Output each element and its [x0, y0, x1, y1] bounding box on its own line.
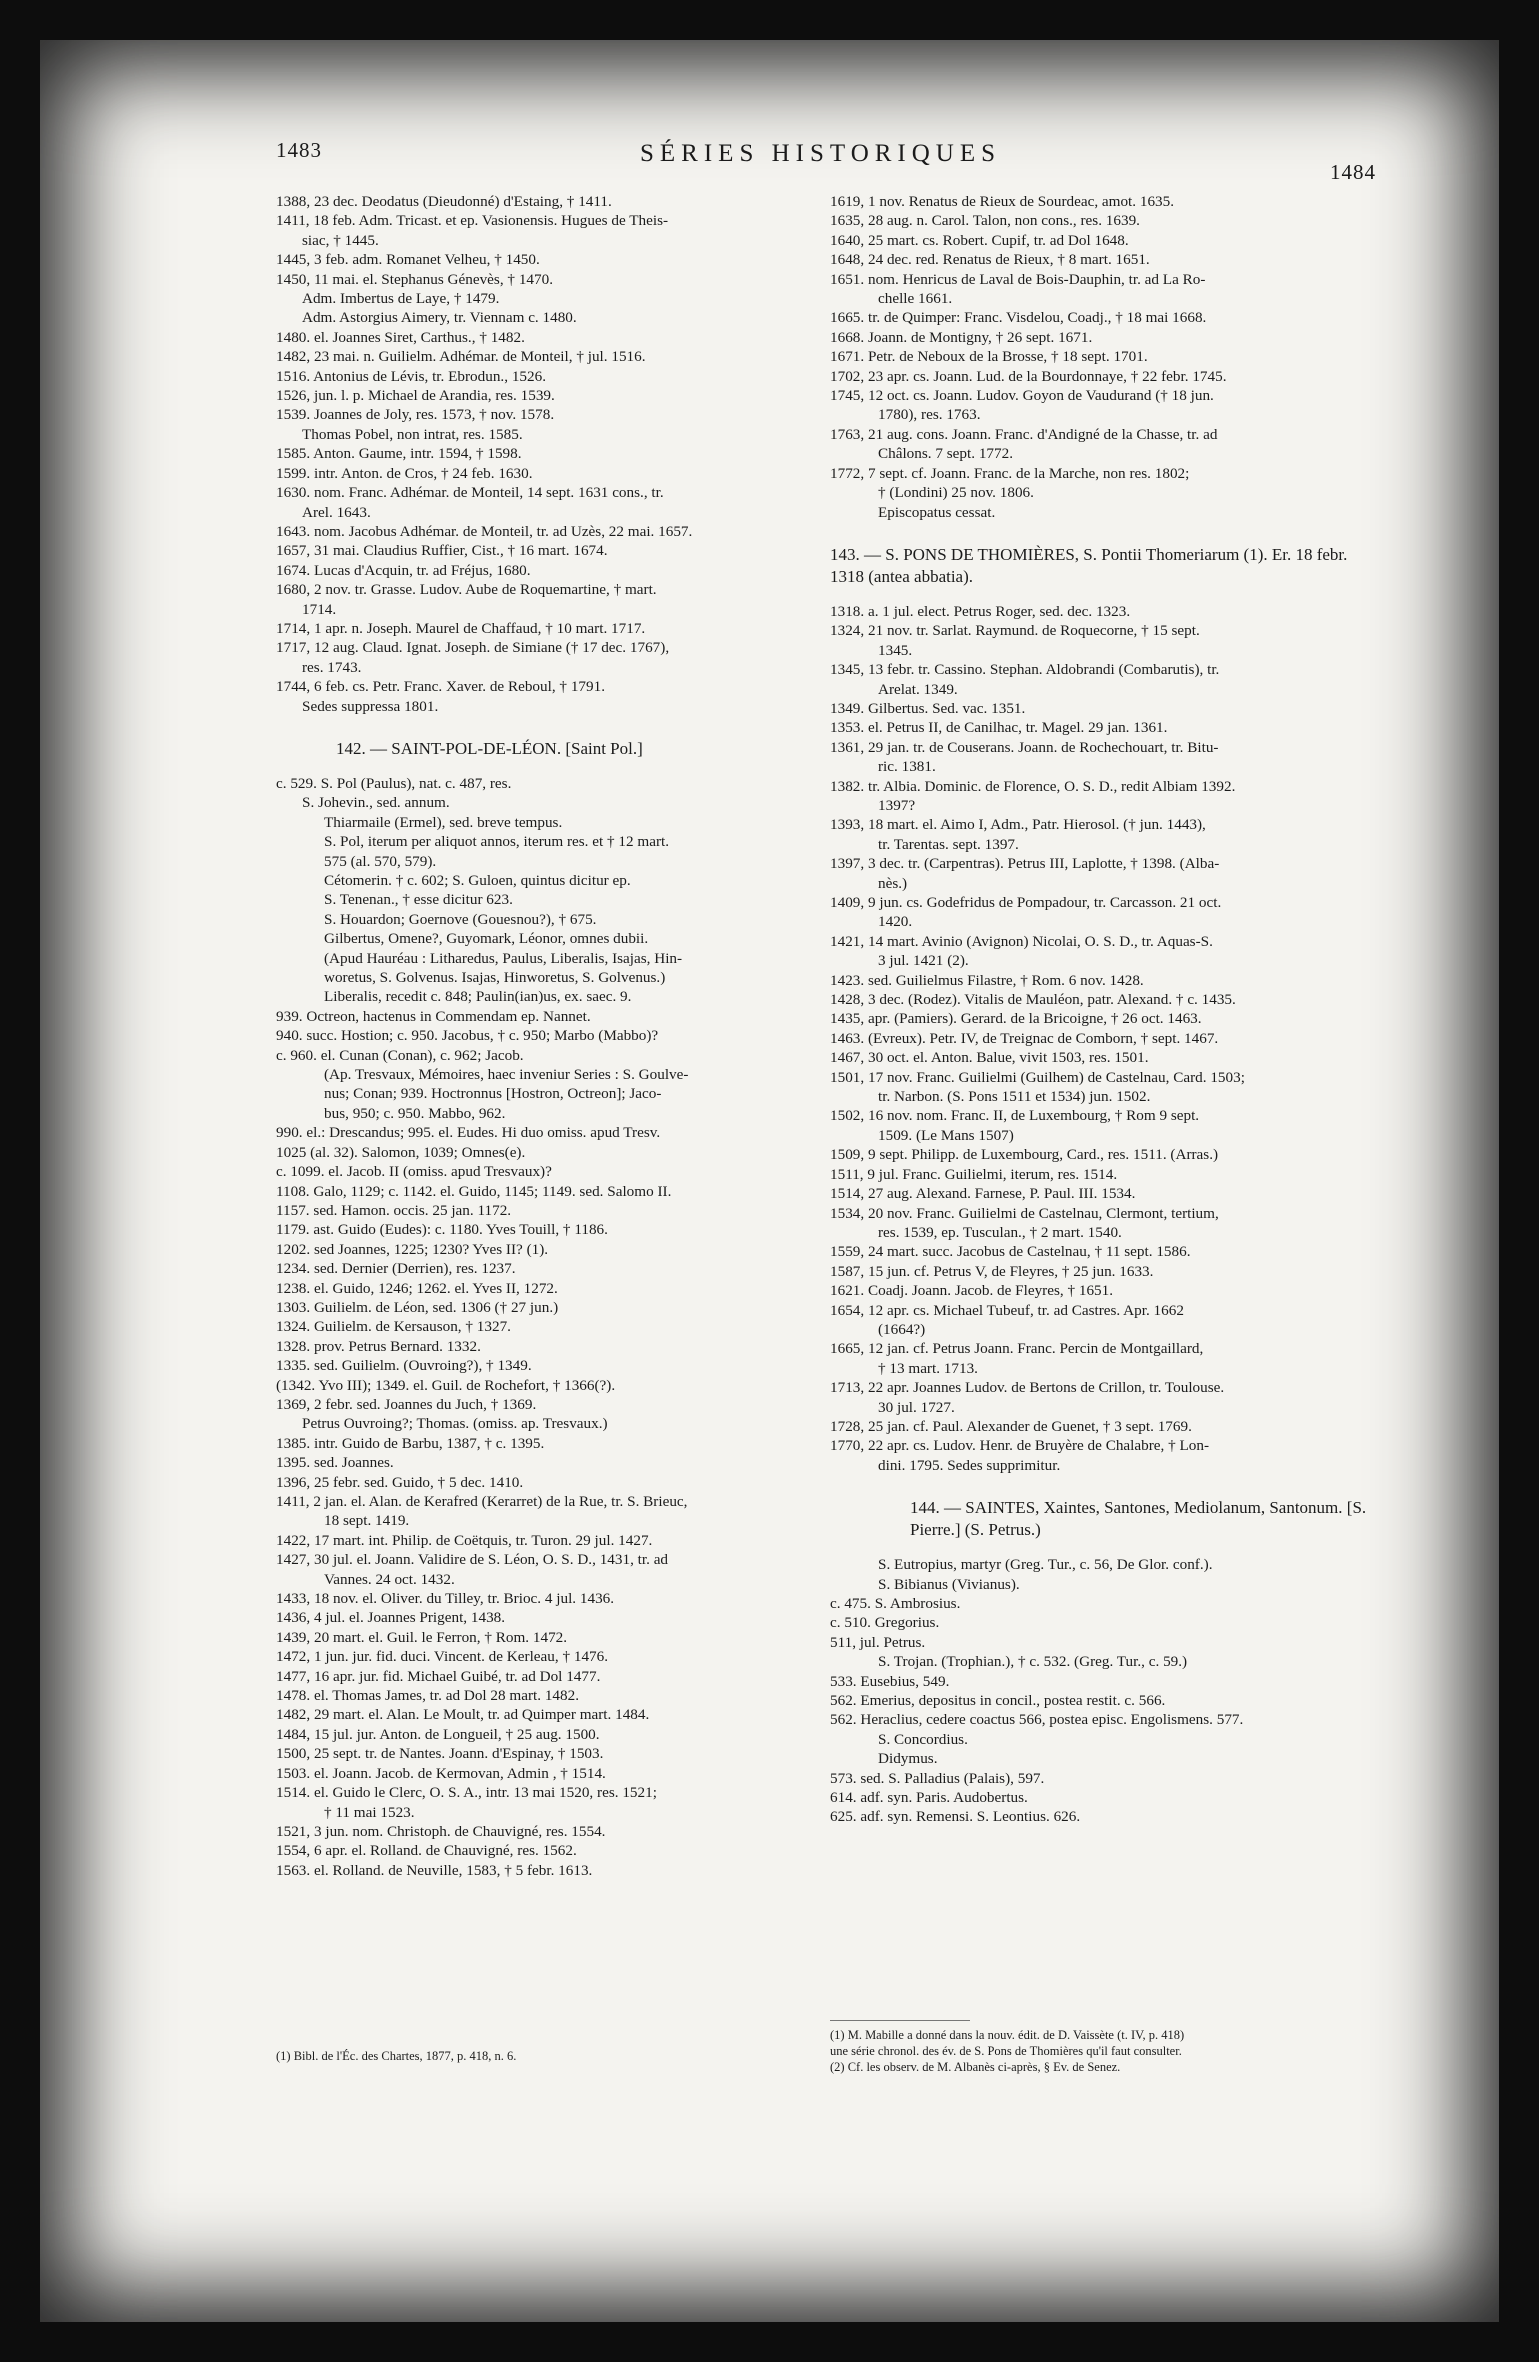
entry-line: 3 jul. 1421 (2). — [878, 952, 969, 970]
entry-line: c. 529. S. Pol (Paulus), nat. c. 487, res. — [276, 774, 512, 792]
entry-line: S. Pol, iterum per aliquot annos, iterum res. et † 12 mart. — [324, 833, 670, 851]
entry-line: S. Johevin., sed. annum. — [302, 794, 450, 812]
entry-line: 1511, 9 jul. Franc. Guilielmi, iterum, res. 1514. — [830, 1165, 1118, 1183]
entry-line: 1428, 3 dec. (Rodez). Vitalis de Mauléon, patr. Alexand. † c. 1435. — [830, 991, 1236, 1009]
entry-line: dini. 1795. Sedes supprimitur. — [878, 1456, 1061, 1474]
entry-line: 1450, 11 mai. el. Stephanus Génevès, † 1470. — [276, 270, 553, 288]
footnote-line: une série chronol. des év. de S. Pons de Thomières qu'il faut consulter. — [830, 2044, 1182, 2058]
left-column-entries — [276, 192, 806, 716]
entry-line: 1385. intr. Guido de Barbu, 1387, † c. 1395. — [276, 1434, 545, 1452]
entry-line: 1772, 7 sept. cf. Joann. Franc. de la Marche, non res. 1802; — [830, 464, 1190, 482]
entry-line: 1643. nom. Jacobus Adhémar. de Monteil, tr. ad Uzès, 22 mai. 1657. — [276, 522, 693, 540]
entry-line: 1324, 21 nov. tr. Sarlat. Raymund. de Roquecorne, † 15 sept. — [830, 622, 1200, 640]
entry-line: 1409, 9 jun. cs. Godefridus de Pompadour, tr. Carcasson. 21 oct. — [830, 894, 1222, 911]
footnote-left — [276, 2048, 516, 2064]
entry-line: 562. Heraclius, cedere coactus 566, postea episc. Engolismens. 577. — [830, 1711, 1244, 1729]
footnote-right — [830, 2020, 1372, 2075]
entry-line: 1502, 16 nov. nom. Franc. II, de Luxembourg, † Rom 9 sept. — [830, 1107, 1200, 1125]
entry-line: 575 (al. 570, 579). — [324, 852, 437, 870]
entry-line: 1345. — [878, 641, 913, 659]
entry-line: 1353. el. Petrus II, de Canilhac, tr. Magel. 29 jan. 1361. — [830, 719, 1168, 737]
entry-line: 1654, 12 apr. cs. Michael Tubeuf, tr. ad Castres. Apr. 1662 — [830, 1301, 1184, 1319]
entry-line: 1318. a. 1 jul. elect. Petrus Roger, sed. dec. 1323. — [830, 602, 1131, 620]
entry-line: 1420. — [878, 913, 913, 931]
entry-line: 1345, 13 febr. tr. Cassino. Stephan. Aldobrandi (Combarutis), tr. — [830, 661, 1220, 679]
entry-line: tr. Narbon. (S. Pons 1511 et 1534) jun. 1502. — [878, 1088, 1151, 1106]
entry-line: 1728, 25 jan. cf. Paul. Alexander de Guenet, † 3 sept. 1769. — [830, 1417, 1192, 1435]
page-number-right: 1484 — [1330, 160, 1376, 184]
entry-line: 1396, 25 febr. sed. Guido, † 5 dec. 1410. — [276, 1473, 524, 1491]
entry-line: 1534, 20 nov. Franc. Guilielmi de Castelnau, Clermont, tertium, — [830, 1204, 1219, 1222]
entry-line: Sedes suppressa 1801. — [302, 697, 439, 715]
entry-line: † (Londini) 25 nov. 1806. — [878, 484, 1034, 502]
entry-line: 1463. (Evreux). Petr. IV, de Treignac de Comborn, † sept. 1467. — [830, 1029, 1219, 1047]
entry-line: (Ap. Tresvaux, Mémoires, haec inveniur Series : S. Goulve- — [324, 1066, 689, 1084]
entry-line: 1467, 30 oct. el. Anton. Balue, vivit 1503, res. 1501. — [830, 1049, 1149, 1067]
entry-line: 18 sept. 1419. — [324, 1512, 410, 1530]
entry-line: 1335. sed. Guilielm. (Ouvroing?), † 1349. — [276, 1357, 532, 1375]
entry-line: 1514. el. Guido le Clerc, O. S. A., intr. 13 mai 1520, res. 1521; — [276, 1784, 657, 1802]
entry-line: 1526, jun. l. p. Michael de Arandia, res. 1539. — [276, 387, 555, 405]
entry-line: 1480. el. Joannes Siret, Carthus., † 1482. — [276, 328, 525, 346]
entry-line: 1559, 24 mart. succ. Jacobus de Castelnau, † 11 sept. 1586. — [830, 1243, 1191, 1261]
entry-line: Châlons. 7 sept. 1772. — [878, 445, 1013, 463]
footnote-rule — [830, 2020, 970, 2021]
entry-line: 990. el.: Drescandus; 995. el. Eudes. Hi duo omiss. apud Tresv. — [276, 1124, 661, 1142]
entry-line: 1763, 21 aug. cons. Joann. Franc. d'Andigné de la Chasse, tr. ad — [830, 425, 1218, 443]
entry-line: 1780), res. 1763. — [878, 406, 981, 424]
entry-line: 1025 (al. 32). Salomon, 1039; Omnes(e). — [276, 1143, 526, 1161]
entry-line: 1770, 22 apr. cs. Ludov. Henr. de Bruyère de Chalabre, † Lon- — [830, 1437, 1210, 1455]
entry-line: 1516. Antonius de Lévis, tr. Ebrodun., 1526. — [276, 367, 546, 385]
entry-line: 1411, 2 jan. el. Alan. de Kerafred (Kerarret) de la Rue, tr. S. Brieuc, — [276, 1493, 688, 1510]
entry-line: S. Tenenan., † esse dicitur 623. — [324, 891, 513, 909]
entry-line: 1619, 1 nov. Renatus de Rieux de Sourdeac, amot. 1635. — [830, 193, 1175, 210]
entry-line: c. 475. S. Ambrosius. — [830, 1595, 961, 1612]
page-number-left: 1483 — [276, 138, 322, 162]
entry-line: 1587, 15 jun. cf. Petrus V, de Fleyres, † 25 jun. 1633. — [830, 1262, 1154, 1280]
entry-line: Vannes. 24 oct. 1432. — [324, 1570, 455, 1588]
entry-line: 1324. Guilielm. de Kersauson, † 1327. — [276, 1318, 511, 1336]
entry-line: 1563. el. Rolland. de Neuville, 1583, † 5 febr. 1613. — [276, 1861, 593, 1879]
entry-line: 1680, 2 nov. tr. Grasse. Ludov. Aube de Roquemartine, † mart. — [276, 581, 657, 599]
entry-line: 1303. Guilielm. de Léon, sed. 1306 († 27 jun.) — [276, 1298, 559, 1316]
entry-line: 1179. ast. Guido (Eudes): c. 1180. Yves Touill, † 1186. — [276, 1221, 608, 1239]
entry-line: 1599. intr. Anton. de Cros, † 24 feb. 1630. — [276, 464, 533, 482]
entry-line: 1648, 24 dec. red. Renatus de Rieux, † 8 mart. 1651. — [830, 251, 1150, 269]
entry-line: 1421, 14 mart. Avinio (Avignon) Nicolai, O. S. D., tr. Aquas-S. — [830, 932, 1213, 950]
entry-line: 1397? — [878, 796, 916, 814]
entry-line: 1349. Gilbertus. Sed. vac. 1351. — [830, 699, 1026, 717]
entry-line: 1388, 23 dec. Deodatus (Dieudonné) d'Estaing, † 1411. — [276, 193, 612, 210]
left-column-entries-2 — [276, 774, 806, 1880]
entry-line: 1585. Anton. Gaume, intr. 1594, † 1598. — [276, 445, 522, 463]
entry-line: 1423. sed. Guilielmus Filastre, † Rom. 6 nov. 1428. — [830, 971, 1144, 989]
entry-line: 1484, 15 jul. jur. Anton. de Longueil, † 25 aug. 1500. — [276, 1725, 600, 1743]
entry-line: 1382. tr. Albia. Dominic. de Florence, O. S. D., redit Albiam 1392. — [830, 777, 1236, 795]
entry-line: S. Bibianus (Vivianus). — [878, 1575, 1020, 1593]
entry-line: 1651. nom. Henricus de Laval de Bois-Dauphin, tr. ad La Ro- — [830, 270, 1206, 288]
section-heading-142: 142. — SAINT-POL-DE-LÉON. [Saint Pol.] — [336, 738, 643, 758]
entry-line: 1539. Joannes de Joly, res. 1573, † nov. 1578. — [276, 406, 555, 424]
entry-line: Arelat. 1349. — [878, 680, 958, 698]
entry-line: 30 jul. 1727. — [878, 1398, 955, 1416]
section-heading-144: 144. — SAINTES, Xaintes, Santones, Mediolanum, Santonum. [S. Pierre.] (S. Petrus.) — [910, 1498, 1367, 1540]
right-column-entries — [830, 192, 1372, 522]
right-column — [830, 192, 1372, 1827]
entry-line: c. 510. Gregorius. — [830, 1614, 940, 1632]
entry-line: 1668. Joann. de Montigny, † 26 sept. 1671. — [830, 328, 1093, 346]
entry-line: 1503. el. Joann. Jacob. de Kermovan, Admin , † 1514. — [276, 1764, 606, 1782]
entry-line: 1621. Coadj. Joann. Jacob. de Fleyres, † 1651. — [830, 1282, 1114, 1300]
entry-line: res. 1539, ep. Tusculan., † 2 mart. 1540. — [878, 1223, 1122, 1241]
entry-line: tr. Tarentas. sept. 1397. — [878, 835, 1019, 853]
entry-line: Liberalis, recedit c. 848; Paulin(ian)us, ex. saec. 9. — [324, 988, 632, 1006]
entry-line: 1435, apr. (Pamiers). Gerard. de la Bricoigne, † 26 oct. 1463. — [830, 1010, 1202, 1028]
entry-line: 1445, 3 feb. adm. Romanet Velheu, † 1450. — [276, 251, 540, 269]
entry-line: 1509, 9 sept. Philipp. de Luxembourg, Card., res. 1511. (Arras.) — [830, 1146, 1219, 1164]
entry-line: 1671. Petr. de Neboux de la Brosse, † 18 sept. 1701. — [830, 348, 1148, 366]
entry-line: Thomas Pobel, non intrat, res. 1585. — [302, 425, 523, 443]
entry-line: 1328. prov. Petrus Bernard. 1332. — [276, 1337, 481, 1355]
entry-line: 1433, 18 nov. el. Oliver. du Tilley, tr. Brioc. 4 jul. 1436. — [276, 1590, 615, 1608]
entry-line: 1500, 25 sept. tr. de Nantes. Joann. d'Espinay, † 1503. — [276, 1745, 604, 1763]
entry-line: 1717, 12 aug. Claud. Ignat. Joseph. de Simiane († 17 dec. 1767), — [276, 639, 670, 657]
entry-line: 1439, 20 mart. el. Guil. le Ferron, † Rom. 1472. — [276, 1628, 568, 1646]
entry-line: 1509. (Le Mans 1507) — [878, 1126, 1014, 1144]
entry-line: 1108. Galo, 1129; c. 1142. el. Guido, 1145; 1149. sed. Salomo II. — [276, 1182, 672, 1200]
entry-line: 1369, 2 febr. sed. Joannes du Juch, † 1369. — [276, 1395, 537, 1413]
entry-line: bus, 950; c. 950. Mabbo, 962. — [324, 1104, 506, 1122]
entry-line: ric. 1381. — [878, 758, 936, 776]
entry-line: 614. adf. syn. Paris. Audobertus. — [830, 1789, 1028, 1807]
entry-line: Petrus Ouvroing?; Thomas. (omiss. ap. Tresvaux.) — [302, 1415, 608, 1433]
entry-line: 1234. sed. Dernier (Derrien), res. 1237. — [276, 1260, 516, 1278]
entry-line: chelle 1661. — [878, 290, 953, 308]
entry-line: 1361, 29 jan. tr. de Couserans. Joann. de Rochechouart, tr. Bitu- — [830, 738, 1219, 756]
entry-line: 1501, 17 nov. Franc. Guilielmi (Guilhem) de Castelnau, Card. 1503; — [830, 1068, 1245, 1086]
right-column-entries-2 — [830, 602, 1372, 1475]
entry-line: 1411, 18 feb. Adm. Tricast. et ep. Vasionensis. Hugues de Theis- — [276, 212, 669, 230]
entry-line: 1482, 29 mart. el. Alan. Le Moult, tr. ad Quimper mart. 1484. — [276, 1706, 650, 1724]
running-title: SÉRIES HISTORIQUES — [640, 140, 1002, 167]
entry-line: S. Concordius. — [878, 1730, 968, 1748]
entry-line: 1702, 23 apr. cs. Joann. Lud. de la Bourdonnaye, † 22 febr. 1745. — [830, 367, 1227, 385]
entry-line: Gilbertus, Omene?, Guyomark, Léonor, omnes dubii. — [324, 930, 649, 948]
entry-line: Adm. Imbertus de Laye, † 1479. — [302, 290, 500, 308]
entry-line: 1713, 22 apr. Joannes Ludov. de Bertons de Crillon, tr. Toulouse. — [830, 1379, 1225, 1397]
entry-line: (Apud Hauréau : Litharedus, Paulus, Liberalis, Isajas, Hin- — [324, 949, 683, 967]
section-heading-143: 143. — S. PONS DE THOMIÈRES, S. Pontii Thomeriarum (1). Er. 18 febr. 1318 (antea abbatia). — [830, 544, 1348, 586]
right-column-entries-3 — [830, 1555, 1372, 1827]
entry-line: woretus, S. Golvenus. Isajas, Hinworetus, S. Golvenus.) — [324, 969, 666, 987]
entry-line: 1635, 28 aug. n. Carol. Talon, non cons., res. 1639. — [830, 212, 1140, 230]
entry-line: Adm. Astorgius Aimery, tr. Viennam c. 1480. — [302, 309, 577, 327]
entry-line: (1664?) — [878, 1320, 926, 1338]
entry-line: c. 1099. el. Jacob. II (omiss. apud Tresvaux)? — [276, 1163, 552, 1181]
entry-line: 1554, 6 apr. el. Rolland. de Chauvigné, res. 1562. — [276, 1842, 577, 1860]
entry-line: 1395. sed. Joannes. — [276, 1454, 394, 1472]
entry-line: 1393, 18 mart. el. Aimo I, Adm., Patr. Hierosol. († jun. 1443), — [830, 816, 1206, 834]
entry-line: Episcopatus cessat. — [878, 503, 996, 521]
entry-line: 1674. Lucas d'Acquin, tr. ad Fréjus, 1680. — [276, 561, 531, 579]
entry-line: 1744, 6 feb. cs. Petr. Franc. Xaver. de Reboul, † 1791. — [276, 678, 605, 696]
entry-line: 1472, 1 jun. jur. fid. duci. Vincent. de Kerleau, † 1476. — [276, 1648, 609, 1666]
entry-line: 511, jul. Petrus. — [830, 1633, 926, 1651]
entry-line: 1640, 25 mart. cs. Robert. Cupif, tr. ad Dol 1648. — [830, 231, 1129, 249]
entry-line: res. 1743. — [302, 658, 362, 676]
entry-line: 1521, 3 jun. nom. Christoph. de Chauvigné, res. 1554. — [276, 1822, 606, 1840]
entry-line: Didymus. — [878, 1750, 938, 1768]
entry-line: 1477, 16 apr. jur. fid. Michael Guibé, tr. ad Dol 1477. — [276, 1667, 601, 1685]
entry-line: S. Houardon; Goernove (Gouesnou?), † 675. — [324, 910, 597, 928]
entry-line: 1745, 12 oct. cs. Joann. Ludov. Goyon de Vaudurand († 18 jun. — [830, 387, 1214, 405]
entry-line: 573. sed. S. Palladius (Palais), 597. — [830, 1769, 1045, 1787]
entry-line: 1514, 27 aug. Alexand. Farnese, P. Paul. III. 1534. — [830, 1185, 1136, 1203]
entry-line: (1342. Yvo III); 1349. el. Guil. de Rochefort, † 1366(?). — [276, 1376, 616, 1394]
entry-line: 1157. sed. Hamon. occis. 25 jan. 1172. — [276, 1201, 512, 1219]
entry-line: † 13 mart. 1713. — [878, 1359, 978, 1377]
entry-line: S. Eutropius, martyr (Greg. Tur., c. 56, De Glor. conf.). — [878, 1556, 1213, 1574]
entry-line: 1665. tr. de Quimper: Franc. Visdelou, Coadj., † 18 mai 1668. — [830, 309, 1207, 327]
entry-line: Arel. 1643. — [302, 503, 371, 521]
entry-line: 1238. el. Guido, 1246; 1262. el. Yves II, 1272. — [276, 1279, 558, 1297]
entry-line: 1427, 30 jul. el. Joann. Validire de S. Léon, O. S. D., 1431, tr. ad — [276, 1551, 669, 1569]
entry-line: 1714. — [302, 600, 337, 618]
footnote-line: (1) M. Mabille a donné dans la nouv. édit. de D. Vaissète (t. IV, p. 418) — [830, 2028, 1185, 2042]
entry-line: 1436, 4 jul. el. Joannes Prigent, 1438. — [276, 1609, 506, 1627]
entry-line: 939. Octreon, hactenus in Commendam ep. Nannet. — [276, 1007, 591, 1025]
entry-line: 1714, 1 apr. n. Joseph. Maurel de Chaffaud, † 10 mart. 1717. — [276, 619, 646, 637]
entry-line: siac, † 1445. — [302, 231, 379, 249]
entry-line: c. 960. el. Cunan (Conan), c. 962; Jacob. — [276, 1046, 524, 1064]
entry-line: Cétomerin. † c. 602; S. Guloen, quintus dicitur ep. — [324, 872, 631, 889]
entry-line: 625. adf. syn. Remensi. S. Leontius. 626. — [830, 1808, 1081, 1826]
entry-line: 533. Eusebius, 549. — [830, 1672, 950, 1690]
entry-line: Thiarmaile (Ermel), sed. breve tempus. — [324, 813, 563, 831]
entry-line: 1478. el. Thomas James, tr. ad Dol 28 mart. 1482. — [276, 1687, 580, 1705]
left-column — [276, 192, 806, 1880]
entry-line: 1657, 31 mai. Claudius Ruffier, Cist., † 16 mart. 1674. — [276, 542, 608, 560]
entry-line: 1422, 17 mart. int. Philip. de Coëtquis, tr. Turon. 29 jul. 1427. — [276, 1531, 653, 1549]
entry-line: S. Trojan. (Trophian.), † c. 532. (Greg. Tur., c. 59.) — [878, 1653, 1188, 1671]
entry-line: nus; Conan; 939. Hoctronnus [Hostron, Octreon]; Jaco- — [324, 1085, 662, 1103]
entry-line: 1630. nom. Franc. Adhémar. de Monteil, 14 sept. 1631 cons., tr. — [276, 484, 664, 502]
entry-line: 1482, 23 mai. n. Guilielm. Adhémar. de Monteil, † jul. 1516. — [276, 348, 646, 366]
footnote-right-lines — [830, 2027, 1372, 2075]
entry-line: nès.) — [878, 874, 908, 892]
entry-line: 562. Emerius, depositus in concil., postea restit. c. 566. — [830, 1692, 1166, 1710]
entry-line: † 11 mai 1523. — [324, 1803, 415, 1821]
entry-line: 940. succ. Hostion; c. 950. Jacobus, † c. 950; Marbo (Mabbo)? — [276, 1027, 659, 1045]
entry-line: 1665, 12 jan. cf. Petrus Joann. Franc. Percin de Montgaillard, — [830, 1340, 1204, 1358]
entry-line: 1397, 3 dec. tr. (Carpentras). Petrus III, Laplotte, † 1398. (Alba- — [830, 855, 1220, 873]
footnote-left-text: (1) Bibl. de l'Éc. des Chartes, 1877, p. 418, n. 6. — [276, 2049, 517, 2063]
footnote-line: (2) Cf. les observ. de M. Albanès ci-après, § Ev. de Senez. — [830, 2060, 1121, 2074]
entry-line: 1202. sed Joannes, 1225; 1230? Yves II? (1). — [276, 1240, 549, 1258]
